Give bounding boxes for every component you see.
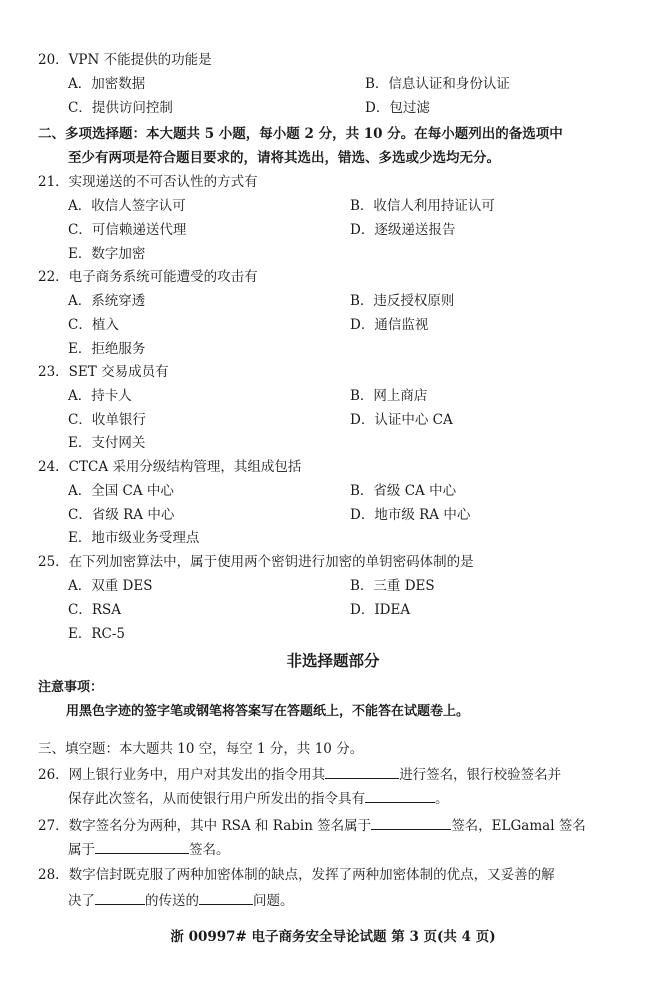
q24-option-e: E．地市级业务受理点 <box>68 530 200 546</box>
q21-option-c: C．可信赖递送代理 <box>68 222 187 238</box>
question-24-stem: 24．CTCA 采用分级结构管理，其组成包括 <box>38 459 302 475</box>
q23-option-b: B．网上商店 <box>350 388 428 404</box>
q28-text-1: 决了 <box>68 893 95 909</box>
section-2-heading-line2: 至少有两项是符合题目要求的，请将其选出，错选、多选或少选均无分。 <box>68 150 500 166</box>
q24-option-c: C．省级 RA 中心 <box>68 507 175 523</box>
q23-option-a: A．持卡人 <box>68 388 132 404</box>
q22-option-b: B．违反授权原则 <box>350 293 455 309</box>
section-2-heading-line1: 二、多项选择题：本大题共 5 小题，每小题 2 分，共 10 分。在每小题列出的备选项中 <box>38 126 563 142</box>
q25-option-a: A．双重 DES <box>68 578 153 594</box>
q28-blank-2 <box>199 890 253 905</box>
q26-text-1: 26．网上银行业务中，用户对其发出的指令用其 <box>38 767 326 783</box>
q27-text-2: 签名，ELGamal 签名 <box>451 818 586 834</box>
q20-option-c: C．提供访问控制 <box>68 100 173 116</box>
question-20-stem: 20．VPN 不能提供的功能是 <box>38 52 212 68</box>
question-27-line2 <box>68 839 230 859</box>
question-26-line1 <box>38 764 561 784</box>
q23-option-e: E．支付网关 <box>68 435 146 451</box>
question-28-line1: 28．数字信封既克服了两种加密体制的缺点，发挥了两种加密体制的优点，又妥善的解 <box>38 867 555 883</box>
q22-option-a: A．系统穿透 <box>68 293 146 309</box>
question-26-line2 <box>68 788 449 808</box>
q22-option-e: E．拒绝服务 <box>68 341 146 357</box>
q27-blank-2 <box>95 839 189 854</box>
q25-option-d: D．IDEA <box>350 602 411 618</box>
q22-option-c: C．植入 <box>68 317 119 333</box>
q25-option-e: E．RC-5 <box>68 626 125 642</box>
q20-option-a: A．加密数据 <box>68 76 146 92</box>
q26-text-3: 保存此次签名，从而使银行用户所发出的指令具有 <box>68 791 365 807</box>
question-27-line1 <box>38 815 586 835</box>
q28-text-3: 问题。 <box>253 893 294 909</box>
q28-text-2: 的传送的 <box>145 893 199 909</box>
q25-option-c: C．RSA <box>68 602 121 618</box>
q24-option-b: B．省级 CA 中心 <box>350 483 457 499</box>
q24-option-a: A．全国 CA 中心 <box>68 483 174 499</box>
q25-option-b: B．三重 DES <box>350 578 435 594</box>
q28-blank-1 <box>95 890 145 905</box>
question-25-stem: 25．在下列加密算法中，属于使用两个密钥进行加密的单钥密码体制的是 <box>38 554 474 570</box>
question-22-stem: 22．电子商务系统可能遭受的攻击有 <box>38 269 258 285</box>
q20-option-b: B．信息认证和身份认证 <box>365 76 510 92</box>
q26-blank-2 <box>365 788 435 803</box>
question-23-stem: 23．SET 交易成员有 <box>38 364 169 380</box>
section-3-heading: 三、填空题：本大题共 10 空，每空 1 分，共 10 分。 <box>38 741 364 757</box>
q27-blank-1 <box>371 815 451 830</box>
page-footer: 浙 00997# 电子商务安全导论试题 第 3 页(共 4 页) <box>170 929 496 945</box>
question-28-line2 <box>68 890 294 910</box>
q26-text-4: 。 <box>435 791 449 807</box>
q22-option-d: D．通信监视 <box>350 317 429 333</box>
q27-text-4: 签名。 <box>189 842 230 858</box>
q27-text-1: 27．数字签名分为两种，其中 RSA 和 Rabin 签名属于 <box>38 818 372 834</box>
q23-option-c: C．收单银行 <box>68 412 146 428</box>
q26-blank-1 <box>325 764 399 779</box>
q21-option-a: A．收信人签字认可 <box>68 198 186 214</box>
part-title: 非选择题部分 <box>286 652 380 670</box>
q27-text-3: 属于 <box>68 842 95 858</box>
q21-option-e: E．数字加密 <box>68 246 146 262</box>
question-21-stem: 21．实现递送的不可否认性的方式有 <box>38 174 258 190</box>
q20-option-d: D．包过滤 <box>365 100 430 116</box>
q21-option-d: D．逐级递送报告 <box>350 222 456 238</box>
notice-label: 注意事项： <box>38 680 104 695</box>
q23-option-d: D．认证中心 CA <box>350 412 453 428</box>
notice-text: 用黑色字迹的签字笔或钢笔将答案写在答题纸上，不能答在试题卷上。 <box>66 704 470 719</box>
q26-text-2: 进行签名，银行校验签名并 <box>399 767 562 783</box>
q24-option-d: D．地市级 RA 中心 <box>350 507 471 523</box>
q21-option-b: B．收信人利用持证认可 <box>350 198 495 214</box>
